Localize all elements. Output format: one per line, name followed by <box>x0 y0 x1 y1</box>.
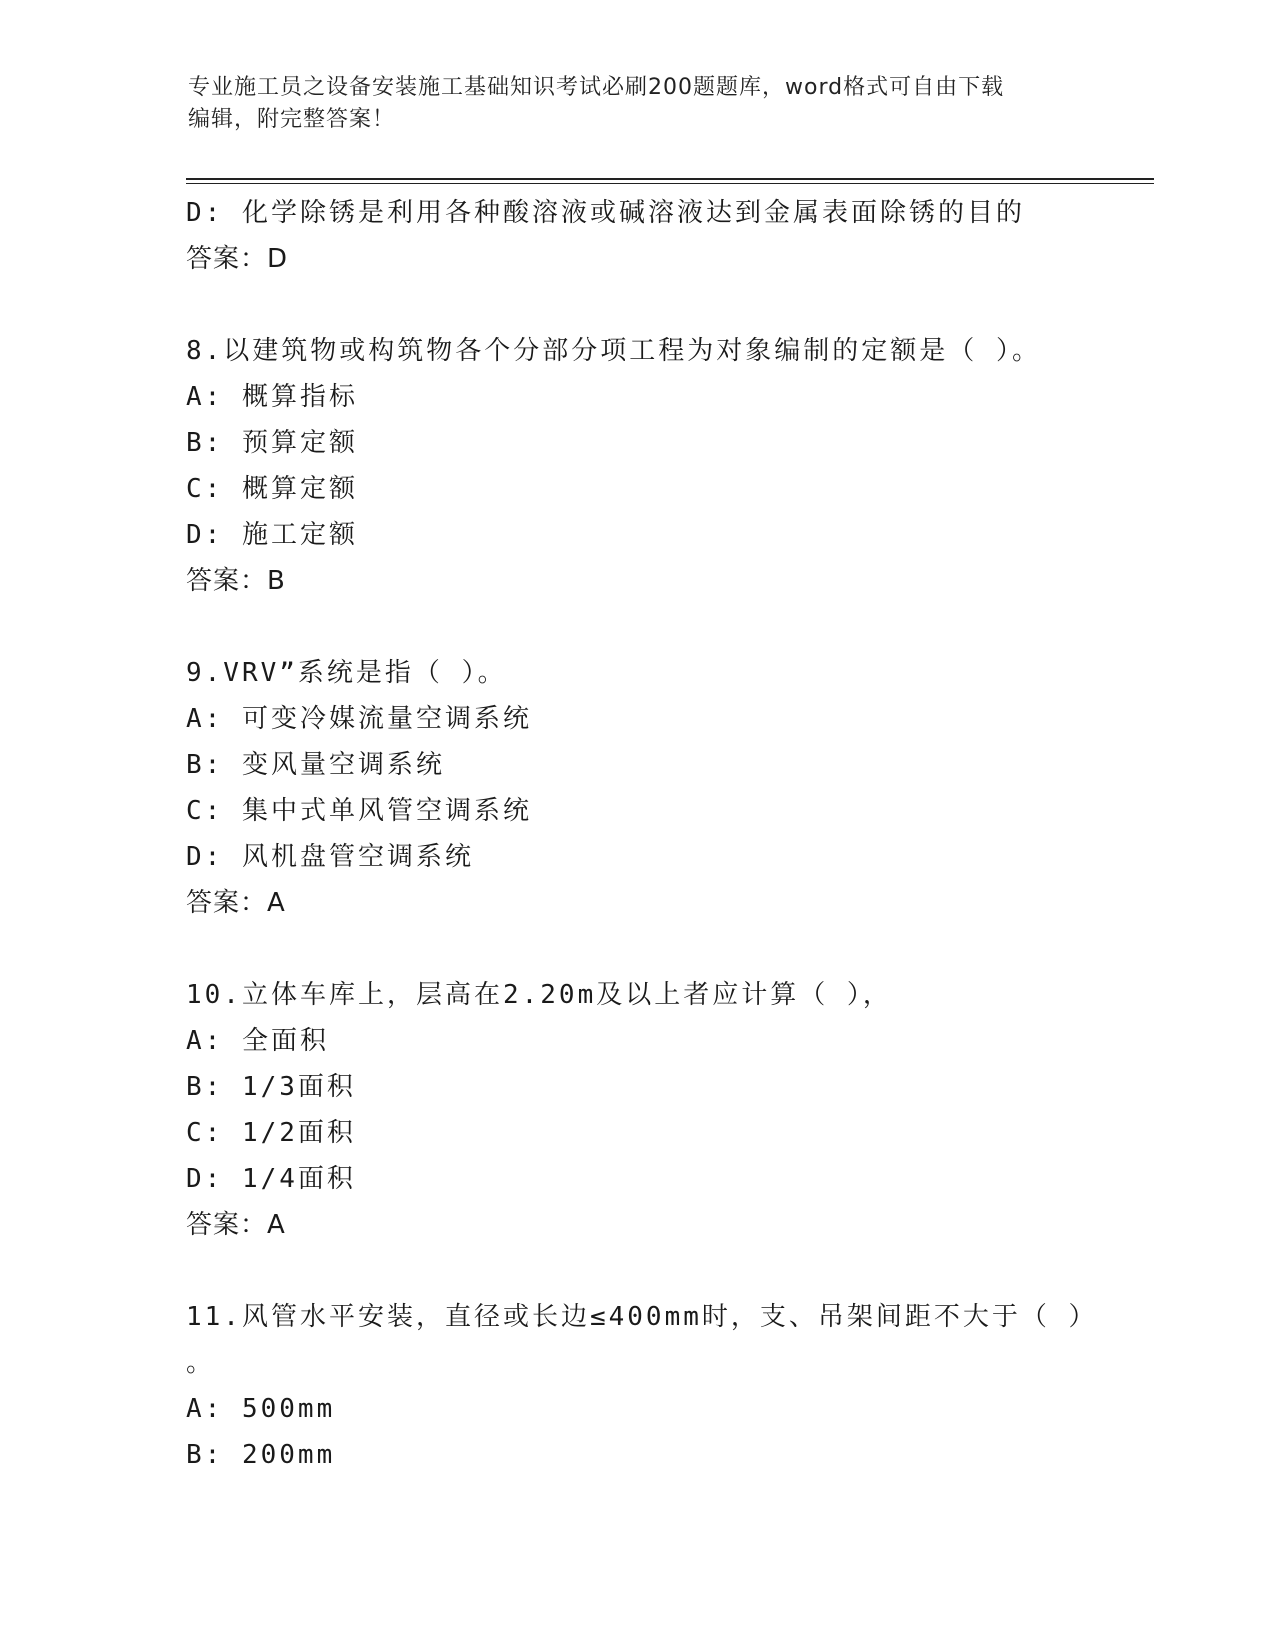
question-7-tail <box>186 190 1086 282</box>
option-b: B: 变风量空调系统 <box>186 750 445 780</box>
question-8 <box>186 328 1086 604</box>
header-divider <box>186 178 1154 180</box>
option-c: C: 概算定额 <box>186 474 358 504</box>
option-a: A: 500mm <box>186 1394 336 1424</box>
answer-line: 答案：D <box>186 244 289 274</box>
question-9 <box>186 650 1086 926</box>
option-c: C: 集中式单风管空调系统 <box>186 796 532 826</box>
spacer <box>186 604 1086 650</box>
question-stem-continuation: 。 <box>186 1348 216 1378</box>
spacer <box>186 282 1086 328</box>
option-a: A: 可变冷媒流量空调系统 <box>186 704 532 734</box>
option-a: A: 全面积 <box>186 1026 329 1056</box>
option-c: C: 1/2面积 <box>186 1118 356 1148</box>
option-b: B: 预算定额 <box>186 428 358 458</box>
question-10 <box>186 972 1086 1248</box>
option-d: D: 施工定额 <box>186 520 358 550</box>
option-d: D: 1/4面积 <box>186 1164 356 1194</box>
answer-line: 答案：A <box>186 1210 286 1240</box>
header-title-line-2: 编辑，附完整答案！ <box>188 107 396 132</box>
answer-line: 答案：A <box>186 888 286 918</box>
option-b: B: 1/3面积 <box>186 1072 356 1102</box>
spacer <box>186 926 1086 972</box>
option-b: B: 200mm <box>186 1440 336 1470</box>
document-header <box>188 72 1088 136</box>
option-d: D: 化学除锈是利用各种酸溶液或碱溶液达到金属表面除锈的目的 <box>186 198 1025 228</box>
option-a: A: 概算指标 <box>186 382 358 412</box>
option-d: D: 风机盘管空调系统 <box>186 842 474 872</box>
question-stem: 11.风管水平安装，直径或长边≤400mm时，支、吊架间距不大于（ ） <box>186 1302 1098 1332</box>
question-stem: 10.立体车库上，层高在2.20m及以上者应计算（ ）， <box>186 980 892 1010</box>
question-list <box>186 190 1098 1478</box>
header-divider-thin <box>186 183 1154 184</box>
question-stem: 9.VRV”系统是指（ ）。 <box>186 658 507 688</box>
question-11 <box>186 1294 1098 1478</box>
header-title-line-1: 专业施工员之设备安装施工基础知识考试必刷200题题库，word格式可自由下载 <box>188 75 1005 100</box>
question-stem: 8.以建筑物或构筑物各个分部分项工程为对象编制的定额是（ ）。 <box>186 336 1041 366</box>
answer-line: 答案：B <box>186 566 286 596</box>
spacer <box>186 1248 1086 1294</box>
